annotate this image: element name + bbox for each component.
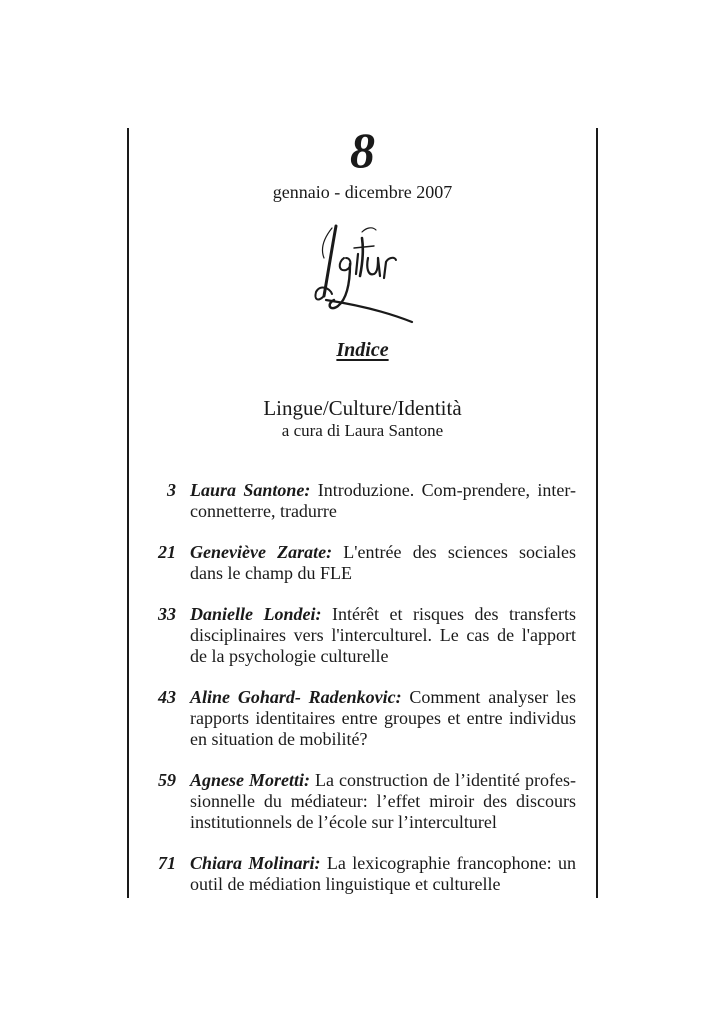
toc-title: Intérêt et risques des transferts disciplinaires vers l'interculturel. Le cas de l'apport de la psychologie culturelle bbox=[190, 604, 576, 666]
section-title: Lingue/Culture/Identità bbox=[263, 396, 462, 420]
toc-author: Agnese Moretti: bbox=[190, 770, 311, 790]
toc-entry[interactable] bbox=[146, 542, 576, 584]
table-of-contents bbox=[146, 480, 576, 915]
journal-logo bbox=[302, 218, 420, 328]
section-editor: a cura di Laura Santone bbox=[281, 421, 444, 440]
toc-author: Danielle Londei: bbox=[190, 604, 322, 624]
toc-title: La construction de l’identité profes-sionnelle du médiateur: l’effet miroir des discours institutionnels de l’école sur l’interculturel bbox=[190, 770, 576, 832]
issue-period: gennaio - dicembre 2007 bbox=[272, 182, 453, 202]
toc-page-number: 43 bbox=[158, 687, 176, 707]
index-heading: Indice bbox=[336, 339, 389, 361]
toc-page-number: 59 bbox=[158, 770, 176, 790]
toc-entry[interactable] bbox=[146, 480, 576, 522]
right-border-rule bbox=[596, 128, 598, 898]
toc-author: Laura Santone: bbox=[190, 480, 311, 500]
issue-number: 8 bbox=[350, 122, 375, 178]
toc-page-number: 21 bbox=[158, 542, 176, 562]
toc-entry[interactable] bbox=[146, 687, 576, 750]
toc-author: Geneviève Zarate: bbox=[190, 542, 333, 562]
toc-entry[interactable] bbox=[146, 604, 576, 667]
left-border-rule bbox=[127, 128, 129, 898]
toc-title: L'entrée des sciences sociales dans le champ du FLE bbox=[190, 542, 576, 583]
toc-entry[interactable] bbox=[146, 853, 576, 895]
toc-page-number: 3 bbox=[167, 480, 176, 500]
toc-title: La lexicographie francophone: un outil de médiation linguistique et culturelle bbox=[190, 853, 576, 894]
toc-title: Introduzione. Com-prendere, inter-connetterre, tradurre bbox=[190, 480, 577, 521]
toc-page-number: 71 bbox=[158, 853, 176, 873]
toc-author: Chiara Molinari: bbox=[190, 853, 321, 873]
toc-author: Aline Gohard- Radenkovic: bbox=[190, 687, 402, 707]
toc-page-number: 33 bbox=[158, 604, 176, 624]
toc-title: Comment analyser les rapports identitaires entre groupes et entre individus en situation de mobilité? bbox=[190, 687, 576, 749]
toc-entry[interactable] bbox=[146, 770, 576, 833]
